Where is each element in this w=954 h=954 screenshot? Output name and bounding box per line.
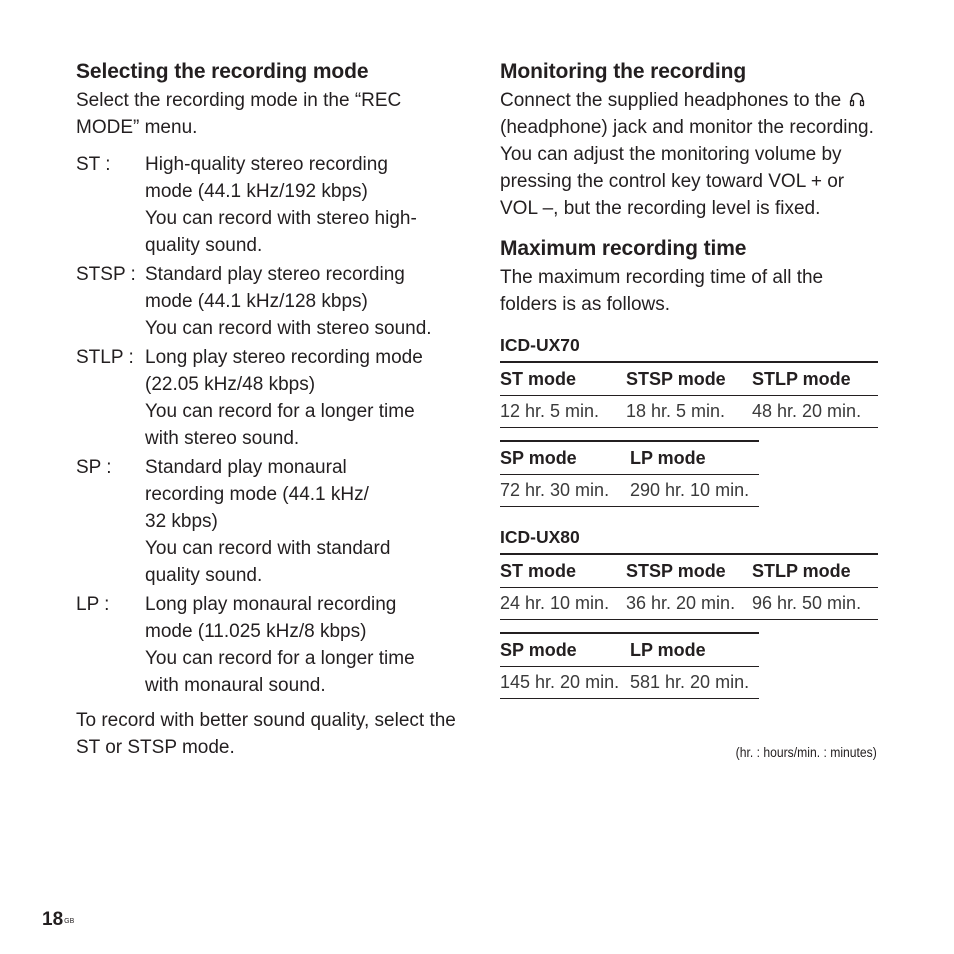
table-cell: 48 hr. 20 min. [752, 396, 878, 428]
monitoring-text [500, 87, 880, 222]
monitoring-text-part: (headphone) jack and monitor the recording. You can adjust the monitoring volume by pressing the control key toward VOL + or VOL –, but the recording level is fixed. [500, 117, 874, 219]
table-cell: 12 hr. 5 min. [500, 396, 626, 428]
table-header-cell: SP mode [500, 441, 630, 475]
mode-line: You can record with stereo sound. [145, 318, 432, 339]
table-cell: 18 hr. 5 min. [626, 396, 752, 428]
right-column [500, 57, 880, 699]
recording-time-table-mono-ux70 [500, 440, 759, 507]
table-header-row [500, 362, 878, 396]
mode-line: You can record with stereo high- [145, 208, 417, 229]
table-cell: 36 hr. 20 min. [626, 588, 752, 620]
mode-line: 32 kbps) [145, 511, 218, 532]
table-cell: 96 hr. 50 min. [752, 588, 878, 620]
table-row [500, 588, 878, 620]
table-cell: 290 hr. 10 min. [630, 475, 759, 507]
mode-item-lp [76, 591, 462, 699]
mode-line: quality sound. [145, 565, 263, 586]
recording-time-table-stereo-ux80 [500, 553, 878, 620]
page-number-value: 18 [42, 909, 64, 930]
mode-description [145, 344, 462, 452]
mode-item-st [76, 151, 462, 259]
table-header-cell: LP mode [630, 633, 759, 667]
mode-description [145, 591, 462, 699]
section-heading-monitoring: Monitoring the recording [500, 60, 747, 83]
model-name-ux80: ICD-UX80 [500, 527, 580, 547]
table-header-row [500, 441, 759, 475]
table-header-cell: SP mode [500, 633, 630, 667]
table-header-cell: LP mode [630, 441, 759, 475]
mode-description [145, 261, 462, 342]
mode-line: You can record with standard [145, 538, 391, 559]
table-row [500, 475, 759, 507]
section-heading-recording-mode: Selecting the recording mode [76, 60, 369, 83]
mode-line: You can record for a longer time [145, 401, 415, 422]
mode-description [145, 454, 462, 589]
table-header-row [500, 554, 878, 588]
mode-key: ST : [76, 154, 111, 175]
table-header-cell: ST mode [500, 554, 626, 588]
mode-line: mode (44.1 kHz/128 kbps) [145, 291, 368, 312]
mode-description [145, 151, 462, 259]
mode-key: STSP : [76, 264, 136, 285]
table-cell: 145 hr. 20 min. [500, 667, 630, 699]
table-header-cell: STLP mode [752, 362, 878, 396]
mode-line: Standard play monaural [145, 457, 347, 478]
monitoring-text-part: Connect the supplied headphones to the [500, 90, 842, 111]
mode-line: with stereo sound. [145, 428, 300, 449]
unit-footnote: (hr. : hours/min. : minutes) [735, 745, 877, 760]
mode-line: Standard play stereo recording [145, 264, 405, 285]
mode-line: You can record for a longer time [145, 648, 415, 669]
mode-line: with monaural sound. [145, 675, 326, 696]
table-header-cell: STSP mode [626, 554, 752, 588]
table-cell: 581 hr. 20 min. [630, 667, 759, 699]
table-header-cell: STLP mode [752, 554, 878, 588]
table-header-cell: ST mode [500, 362, 626, 396]
page-region-code: GB [64, 918, 75, 925]
mode-line: mode (11.025 kHz/8 kbps) [145, 621, 367, 642]
recording-mode-list [76, 151, 462, 699]
section-heading-max-time: Maximum recording time [500, 237, 747, 260]
mode-line: Long play monaural recording [145, 594, 397, 615]
recording-time-table-stereo-ux70 [500, 361, 878, 428]
mode-item-sp [76, 454, 462, 589]
mode-key: LP : [76, 594, 110, 615]
mode-line: High-quality stereo recording [145, 154, 388, 175]
mode-line: Long play stereo recording mode [145, 347, 423, 368]
table-header-cell: STSP mode [626, 362, 752, 396]
mode-item-stlp [76, 344, 462, 452]
mode-line: quality sound. [145, 235, 263, 256]
recording-quality-tip: To record with better sound quality, select the ST or STSP mode. [76, 710, 456, 758]
table-cell: 24 hr. 10 min. [500, 588, 626, 620]
table-row [500, 667, 759, 699]
recording-time-table-mono-ux80 [500, 632, 759, 699]
left-column [76, 57, 462, 761]
headphone-icon [849, 91, 865, 107]
page-number [42, 908, 74, 932]
table-cell: 72 hr. 30 min. [500, 475, 630, 507]
table-row [500, 396, 878, 428]
mode-line: recording mode (44.1 kHz/ [145, 484, 369, 505]
recording-mode-intro: Select the recording mode in the “REC MODE” menu. [76, 90, 402, 138]
mode-key: SP : [76, 457, 112, 478]
mode-key: STLP : [76, 347, 134, 368]
model-name-ux70: ICD-UX70 [500, 335, 580, 355]
max-time-intro: The maximum recording time of all the folders is as follows. [500, 267, 824, 315]
mode-line: mode (44.1 kHz/192 kbps) [145, 181, 368, 202]
mode-item-stsp [76, 261, 462, 342]
table-header-row [500, 633, 759, 667]
mode-line: (22.05 kHz/48 kbps) [145, 374, 316, 395]
